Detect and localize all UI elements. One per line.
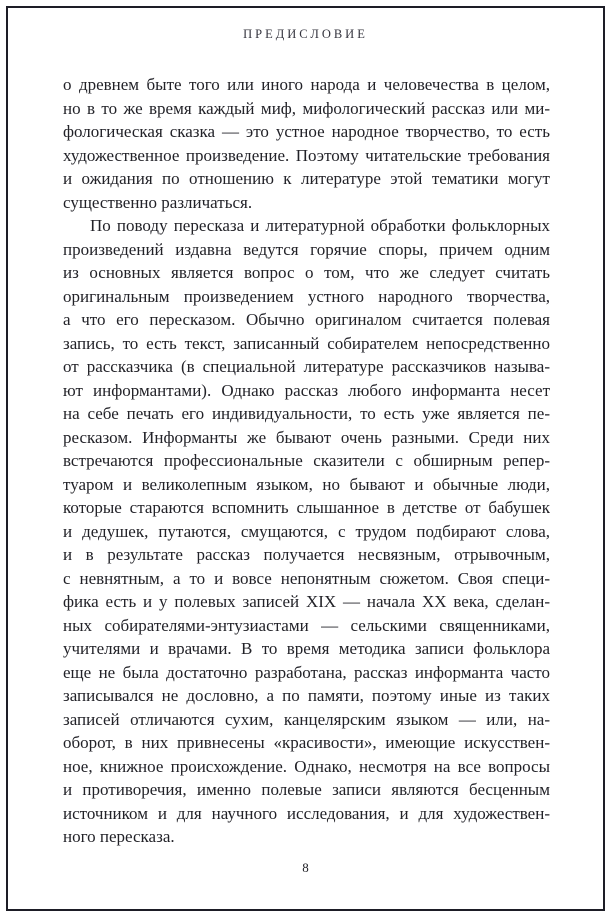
text-line: но в то же время каждый миф, мифологический рассказ или ми- (63, 98, 550, 118)
text-line: художественное произведение. Поэтому читательские требования (63, 145, 550, 165)
text-line: ных собирателями-энтузиастами — сельскими священниками, (63, 615, 550, 635)
text-line: оборот, в них привнесены «красивости», имеющие искусствен- (63, 733, 550, 752)
text-line: встречаются профессиональные сказители с обширным репер- (63, 451, 550, 470)
text-line: фологическая сказка — это устное народное творчество, то есть (63, 122, 550, 141)
text-line: еще не была достаточно разработана, рассказ информанта часто (63, 662, 550, 682)
text-line: которые стараются вспомнить слышанное в детстве от бабушек (63, 498, 550, 517)
text-line: фика есть и у полевых записей XIX — начала XX века, сделан- (63, 592, 550, 611)
text-line: существенно различаться. (63, 192, 253, 212)
text-line: произведений издавна ведутся горячие споры, причем одним (63, 239, 550, 259)
text-line: ресказом. Информанты же бывают очень разными. Среди них (63, 427, 550, 447)
page-number: 8 (302, 860, 309, 875)
text-line: По поводу пересказа и литературной обработки фольклорных (90, 216, 550, 235)
text-line: учителями и врачами. В то время методика записи фольклора (63, 639, 550, 658)
text-line: и в результате рассказ получается несвязным, отрывочным, (63, 545, 550, 564)
text-line: а что его пересказом. Обычно оригиналом считается полевая (63, 310, 550, 329)
text-line: ют информантами). Однако рассказ любого информанта несет (63, 380, 550, 400)
text-line: и ожидания по отношению к литературе этой тематики могут (63, 169, 550, 188)
text-line: запись, то есть текст, записанный собирателем непосредственно (63, 333, 550, 353)
text-line: источником и для научного исследования, и для художествен- (63, 803, 550, 823)
chapter-header: ПРЕДИСЛОВИЕ (243, 27, 368, 41)
text-line: записывался не дословно, а по памяти, поэтому иные из таких (63, 686, 550, 705)
body-text (63, 73, 550, 849)
text-line: на себе печать его индивидуальности, то есть уже является пе- (63, 404, 550, 423)
text-line: от рассказчика (в специальной литературе рассказчиков называ- (63, 357, 550, 376)
text-line: и противоречия, именно полевые записи являются бесценным (63, 780, 550, 799)
text-line: ного пересказа. (63, 827, 175, 846)
text-line: ное, книжное происхождение. Однако, несмотря на все вопросы (63, 756, 550, 776)
text-line: из основных является вопрос о том, что же следует считать (63, 263, 550, 282)
text-line: записей отличаются сухим, канцелярским языком — или, на- (63, 709, 550, 729)
text-line: оригинальным произведением устного народного творчества, (63, 286, 550, 306)
text-line: туаром и великолепным языком, но бывают и обычные люди, (63, 474, 550, 494)
text-line: и дедушек, путаются, смущаются, с трудом подбирают слова, (63, 521, 550, 541)
text-line: с невнятным, а то и вовсе непонятным сюжетом. Своя специ- (63, 568, 550, 588)
text-line: о древнем быте того или иного народа и человечества в целом, (63, 75, 550, 94)
